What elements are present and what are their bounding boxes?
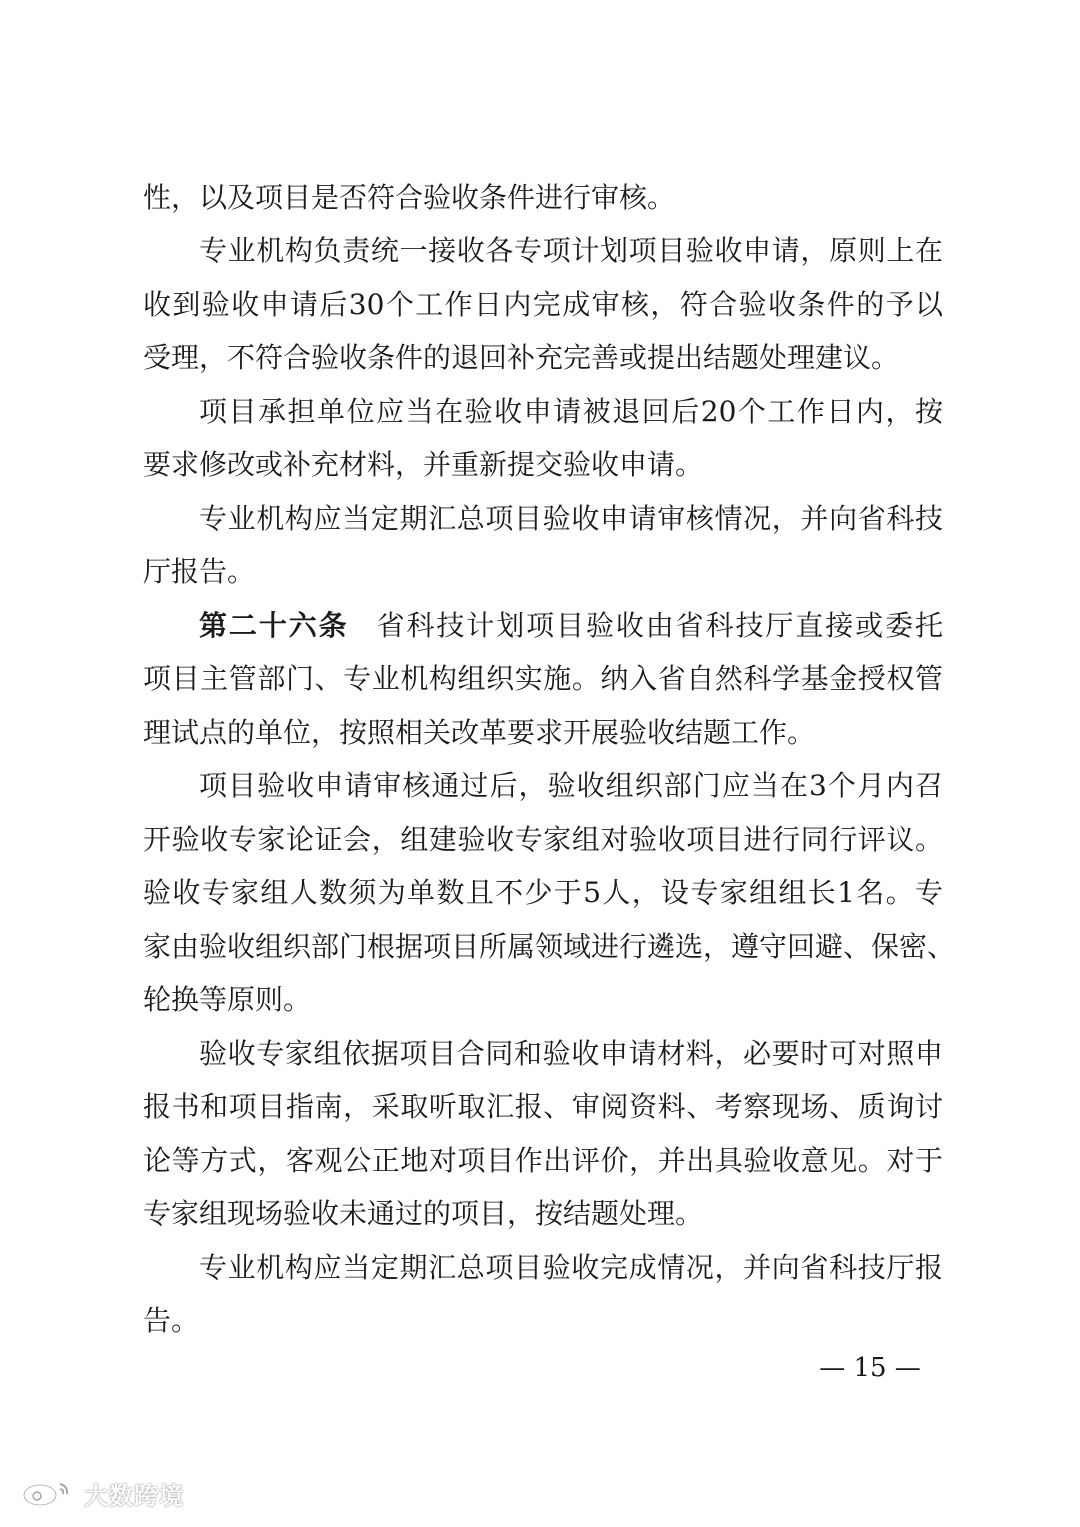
text-line: 家由验收组织部门根据项目所属领域进行遴选，遵守回避、保密、 — [143, 930, 956, 963]
text-line: 报书和项目指南，采取听取汇报、审阅资料、考察现场、质询讨 — [143, 1090, 943, 1123]
text-line: 开验收专家论证会，组建验收专家组对验收项目进行同行评议。 — [143, 823, 943, 856]
text-line: 验收专家组依据项目合同和验收申请材料，必要时可对照申 — [199, 1037, 943, 1070]
text-line: 专业机构应当定期汇总项目验收完成情况，并向省科技厅报 — [199, 1251, 943, 1284]
text-line: 收到验收申请后30个工作日内完成审核，符合验收条件的予以 — [143, 288, 943, 321]
article-first-line — [199, 601, 943, 651]
weibo-icon — [20, 1478, 80, 1508]
text-line: 验收专家组人数须为单数且不少于5人，设专家组组长1名。专 — [143, 876, 943, 909]
text-line: 项目验收申请审核通过后，验收组织部门应当在3个月内召 — [199, 769, 943, 802]
text-line: 专业机构应当定期汇总项目验收申请审核情况，并向省科技 — [199, 502, 943, 535]
watermark — [20, 1475, 184, 1511]
text-line: 告。 — [143, 1304, 200, 1337]
page-number: — 15 — — [819, 1353, 921, 1383]
text-line: 理试点的单位，按照相关改革要求开展验收结题工作。 — [143, 716, 816, 749]
article-label: 第二十六条 — [199, 609, 349, 642]
text-line: 项目主管部门、专业机构组织实施。纳入省自然科学基金授权管 — [143, 662, 943, 695]
text-line: 受理，不符合验收条件的退回补充完善或提出结题处理建议。 — [143, 341, 900, 374]
text-line: 论等方式，客观公正地对项目作出评价，并出具验收意见。对于 — [143, 1144, 943, 1177]
text-line: 要求修改或补充材料，并重新提交验收申请。 — [143, 448, 704, 481]
text-line: 专业机构负责统一接收各专项计划项目验收申请，原则上在 — [199, 234, 943, 267]
watermark-text: 大数跨境 — [84, 1481, 184, 1510]
text-line: 性，以及项目是否符合验收条件进行审核。 — [143, 181, 676, 214]
text-line: 厅报告。 — [143, 555, 256, 588]
text-line: 轮换等原则。 — [143, 983, 312, 1016]
text-line: 专家组现场验收未通过的项目，按结题处理。 — [143, 1197, 704, 1230]
text-line: 项目承担单位应当在验收申请被退回后20个工作日内，按 — [199, 395, 943, 428]
text-line: 省科技计划项目验收由省科技厅直接或委托 — [376, 609, 943, 642]
